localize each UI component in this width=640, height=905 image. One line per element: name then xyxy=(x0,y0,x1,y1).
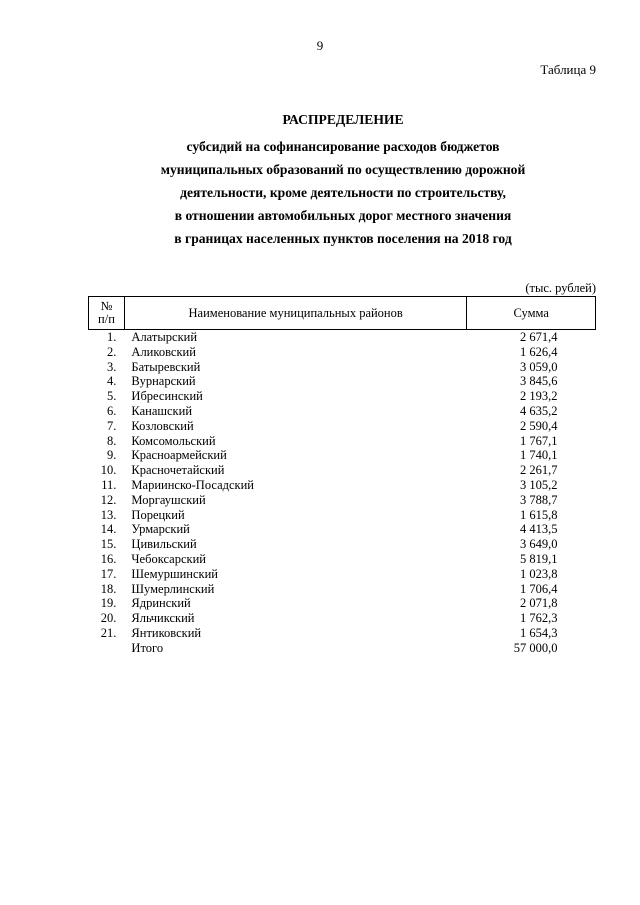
title-line: субсидий на софинансирование расходов бюджетов xyxy=(186,139,500,154)
document-title xyxy=(60,112,626,250)
row-district-name: Цивильский xyxy=(131,537,197,552)
table-row xyxy=(89,567,596,582)
row-district-name: Шемуршинский xyxy=(131,566,218,581)
row-district-name: Ядринский xyxy=(131,596,191,611)
table-row xyxy=(89,448,596,463)
table-row xyxy=(89,478,596,493)
title-line: деятельности, кроме деятельности по строительству, xyxy=(180,185,506,200)
title-heading: РАСПРЕДЕЛЕНИЕ xyxy=(282,112,404,127)
table-row xyxy=(89,389,596,404)
row-number: 21. xyxy=(100,625,117,640)
row-number: 13. xyxy=(100,507,117,522)
row-amount: 1 706,4 xyxy=(520,581,558,596)
table-row xyxy=(89,582,596,597)
header-sum: Сумма xyxy=(467,297,596,330)
title-line: в отношении автомобильных дорог местного значения xyxy=(174,208,512,223)
row-amount: 3 845,6 xyxy=(520,374,558,389)
row-amount: 1 654,3 xyxy=(520,625,558,640)
row-number: 2. xyxy=(107,344,117,359)
total-row xyxy=(89,641,596,656)
table-row xyxy=(89,463,596,478)
table-row xyxy=(89,360,596,375)
total-label: Итого xyxy=(131,640,164,655)
table-row xyxy=(89,330,596,345)
row-number: 16. xyxy=(100,551,117,566)
table-row xyxy=(89,419,596,434)
table-row xyxy=(89,626,596,641)
table-row xyxy=(89,596,596,611)
header-name: Наименование муниципальных районов xyxy=(124,297,466,330)
row-number: 12. xyxy=(100,492,117,507)
row-district-name: Чебоксарский xyxy=(131,551,206,566)
row-amount: 1 023,8 xyxy=(520,566,558,581)
row-district-name: Козловский xyxy=(131,418,194,433)
row-number: 11. xyxy=(101,477,117,492)
table-row xyxy=(89,522,596,537)
table-label: Таблица 9 xyxy=(540,62,596,77)
row-district-name: Алатырский xyxy=(131,330,198,344)
total-amount: 57 000,0 xyxy=(513,640,558,655)
row-amount: 4 413,5 xyxy=(520,522,558,537)
title-line: муниципальных образований по осуществлению дорожной xyxy=(160,162,526,177)
row-amount: 1 740,1 xyxy=(520,448,558,463)
row-amount: 2 193,2 xyxy=(520,389,558,404)
row-district-name: Комсомольский xyxy=(131,433,216,448)
row-number: 15. xyxy=(100,537,117,552)
row-district-name: Мариинско-Посадский xyxy=(131,477,254,492)
row-number: 10. xyxy=(100,463,117,478)
row-district-name: Вурнарский xyxy=(131,374,196,389)
row-number: 8. xyxy=(107,433,117,448)
total-number-cell xyxy=(89,641,125,656)
table-header-row xyxy=(89,297,596,330)
header-number-abbr: п/п xyxy=(98,312,115,326)
row-amount: 1 762,3 xyxy=(520,611,558,626)
row-amount: 1 615,8 xyxy=(520,507,558,522)
row-number: 3. xyxy=(107,359,117,374)
title-line: в границах населенных пунктов поселения на 2018 год xyxy=(174,231,512,246)
row-amount: 2 671,4 xyxy=(520,330,558,344)
table-row xyxy=(89,434,596,449)
row-amount: 3 788,7 xyxy=(520,492,558,507)
table-row xyxy=(89,611,596,626)
units-note: (тыс. рублей) xyxy=(525,281,596,295)
table-row xyxy=(89,345,596,360)
row-amount: 2 071,8 xyxy=(520,596,558,611)
header-number xyxy=(89,297,125,330)
row-district-name: Яльчикский xyxy=(131,611,195,626)
row-number: 20. xyxy=(100,611,117,626)
header-number-symbol: № xyxy=(100,299,113,313)
table-row xyxy=(89,508,596,523)
row-number: 4. xyxy=(107,374,117,389)
row-amount: 3 105,2 xyxy=(520,477,558,492)
row-district-name: Канашский xyxy=(131,403,193,418)
table-row xyxy=(89,493,596,508)
row-district-name: Янтиковский xyxy=(131,625,202,640)
row-amount: 4 635,2 xyxy=(520,403,558,418)
row-district-name: Моргаушский xyxy=(131,492,206,507)
row-number: 19. xyxy=(100,596,117,611)
row-number: 7. xyxy=(107,418,117,433)
row-number: 6. xyxy=(107,403,117,418)
row-district-name: Батыревский xyxy=(131,359,201,374)
row-district-name: Аликовский xyxy=(131,344,196,359)
row-number: 18. xyxy=(100,581,117,596)
row-amount: 1 626,4 xyxy=(520,344,558,359)
row-amount: 3 649,0 xyxy=(520,537,558,552)
row-district-name: Урмарский xyxy=(131,522,190,537)
row-district-name: Красноармейский xyxy=(131,448,227,463)
table-row xyxy=(89,374,596,389)
page-number: 9 xyxy=(316,38,324,53)
table-row xyxy=(89,404,596,419)
row-amount: 5 819,1 xyxy=(520,551,558,566)
table-row xyxy=(89,552,596,567)
row-amount: 1 767,1 xyxy=(520,433,558,448)
row-amount: 2 590,4 xyxy=(520,418,558,433)
row-district-name: Ибресинский xyxy=(131,389,203,404)
row-number: 9. xyxy=(107,448,117,463)
row-number: 14. xyxy=(100,522,117,537)
distribution-table xyxy=(88,296,596,656)
row-number: 17. xyxy=(100,566,117,581)
table-row xyxy=(89,537,596,552)
row-number: 5. xyxy=(107,389,117,404)
row-amount: 3 059,0 xyxy=(520,359,558,374)
row-district-name: Красночетайский xyxy=(131,463,225,478)
row-amount: 2 261,7 xyxy=(520,463,558,478)
row-district-name: Шумерлинский xyxy=(131,581,215,596)
row-district-name: Порецкий xyxy=(131,507,185,522)
row-number: 1. xyxy=(107,330,117,344)
